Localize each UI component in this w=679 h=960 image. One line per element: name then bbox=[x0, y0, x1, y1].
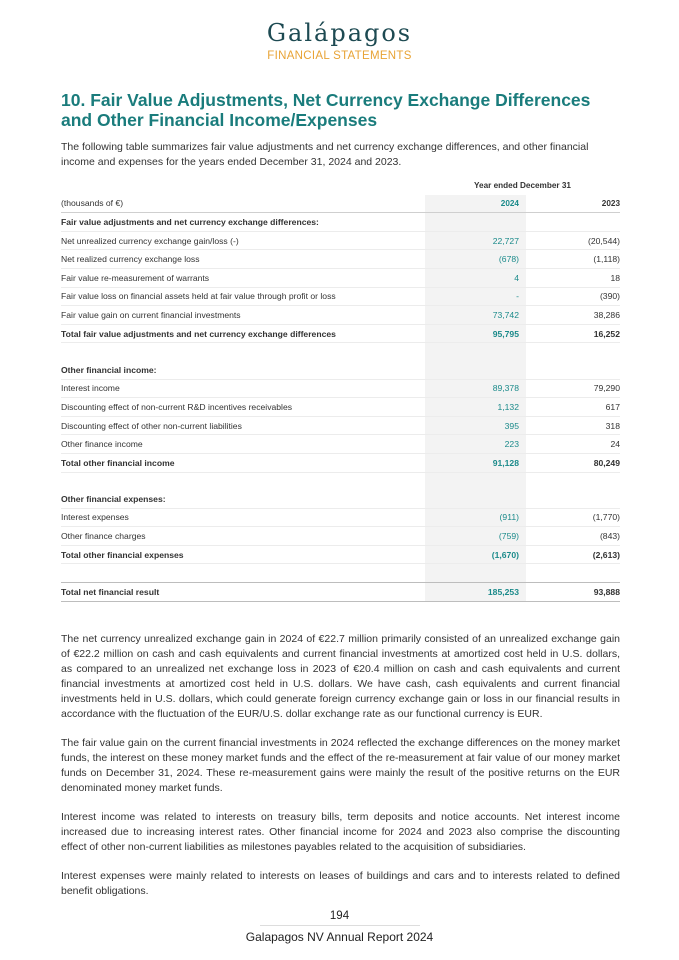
page-header bbox=[0, 18, 679, 62]
row-label: Fair value adjustments and net currency exchange differences: bbox=[61, 213, 425, 232]
body-paragraph: The fair value gain on the current financial investments in 2024 reflected the exchange differences on the money market funds, the interest on these money market funds and the effect of the re-measurement at fair value of our money market funds on December 31, 2024. These re-measurement gains were mainly the result of the positive returns on the EUR denominated money market funds. bbox=[61, 736, 620, 794]
value-2024: 4 bbox=[425, 268, 526, 287]
value-2024: 185,253 bbox=[425, 583, 526, 602]
row-label: Discounting effect of other non-current liabilities bbox=[61, 416, 425, 435]
table-row bbox=[61, 268, 620, 287]
table-row bbox=[61, 250, 620, 269]
body-paragraphs bbox=[61, 632, 620, 899]
financial-table bbox=[61, 177, 620, 602]
row-label: Other finance charges bbox=[61, 527, 425, 546]
value-2023 bbox=[526, 361, 620, 379]
value-2024: - bbox=[425, 287, 526, 306]
column-header-2024: 2024 bbox=[425, 195, 526, 213]
body-paragraph: The net currency unrealized exchange gain in 2024 of €22.7 million primarily consisted of an unrealized exchange gain of €22.2 million on cash and cash equivalents and current financial investments at amortized cost held in U.S. dollars, as compared to an unrealized net exchange loss in 2023 of €20.4 million on cash and cash equivalents and current financial investments at amortized cost held in U.S. dollars. We have cash, cash equivalents and current financial investments held in U.S. dollars, which could generate foreign currency exchange gain or loss in our financial results in accordance with the fluctuation of the EUR/U.S. dollar exchange rate as our functional currency is EUR. bbox=[61, 632, 620, 720]
table-row bbox=[61, 287, 620, 306]
table-row bbox=[61, 564, 620, 583]
value-2023: 318 bbox=[526, 416, 620, 435]
table-period-row bbox=[61, 177, 620, 195]
row-label bbox=[61, 564, 425, 583]
table-row bbox=[61, 508, 620, 527]
table-row bbox=[61, 324, 620, 343]
report-title: Galapagos NV Annual Report 2024 bbox=[245, 930, 434, 944]
unit-label: (thousands of €) bbox=[61, 195, 425, 213]
value-2024: (1,670) bbox=[425, 545, 526, 564]
row-label: Other financial expenses: bbox=[61, 490, 425, 508]
row-label: Net realized currency exchange loss bbox=[61, 250, 425, 269]
row-label: Discounting effect of non-current R&D incentives receivables bbox=[61, 398, 425, 417]
value-2023 bbox=[526, 564, 620, 583]
table-row bbox=[61, 361, 620, 379]
row-label: Other financial income: bbox=[61, 361, 425, 379]
row-label: Other finance income bbox=[61, 435, 425, 454]
row-label: Interest income bbox=[61, 379, 425, 398]
value-2023: (1,770) bbox=[526, 508, 620, 527]
value-2023 bbox=[526, 343, 620, 361]
value-2023: 24 bbox=[526, 435, 620, 454]
main-content bbox=[61, 90, 620, 913]
footer-divider bbox=[260, 925, 420, 926]
value-2023: 93,888 bbox=[526, 583, 620, 602]
column-header-2023: 2023 bbox=[526, 195, 620, 213]
galapagos-logo: Galápagos bbox=[266, 19, 413, 47]
table-row bbox=[61, 545, 620, 564]
table-row bbox=[61, 527, 620, 546]
value-2023: 79,290 bbox=[526, 379, 620, 398]
row-label bbox=[61, 472, 425, 490]
row-label: Fair value loss on financial assets held at fair value through profit or loss bbox=[61, 287, 425, 306]
table-row bbox=[61, 343, 620, 361]
value-2023: 16,252 bbox=[526, 324, 620, 343]
body-paragraph: Interest expenses were mainly related to interests on leases of buildings and cars and to interests related to defined benefit obligations. bbox=[61, 869, 620, 897]
page-footer bbox=[0, 909, 679, 944]
row-label: Fair value re-measurement of warrants bbox=[61, 268, 425, 287]
table-row bbox=[61, 379, 620, 398]
value-2024: (678) bbox=[425, 250, 526, 269]
table-row bbox=[61, 416, 620, 435]
value-2023: (20,544) bbox=[526, 231, 620, 250]
value-2024 bbox=[425, 564, 526, 583]
table-row bbox=[61, 398, 620, 417]
intro-paragraph: The following table summarizes fair value adjustments and net currency exchange differences, and other financial income and expenses for the years ended December 31, 2024 and 2023. bbox=[61, 141, 589, 168]
value-2024 bbox=[425, 361, 526, 379]
value-2024: 91,128 bbox=[425, 453, 526, 472]
row-label: Total other financial expenses bbox=[61, 545, 425, 564]
page-number: 194 bbox=[329, 910, 350, 922]
value-2024: 89,378 bbox=[425, 379, 526, 398]
row-label: Total fair value adjustments and net currency exchange differences bbox=[61, 324, 425, 343]
value-2023: 18 bbox=[526, 268, 620, 287]
value-2023: (843) bbox=[526, 527, 620, 546]
value-2023 bbox=[526, 490, 620, 508]
value-2024: 95,795 bbox=[425, 324, 526, 343]
table-header-row bbox=[61, 195, 620, 213]
value-2023: 38,286 bbox=[526, 306, 620, 325]
row-label: Net unrealized currency exchange gain/loss (-) bbox=[61, 231, 425, 250]
table-row bbox=[61, 490, 620, 508]
section-subtitle: FINANCIAL STATEMENTS bbox=[267, 50, 412, 62]
value-2024: 1,132 bbox=[425, 398, 526, 417]
value-2024: 223 bbox=[425, 435, 526, 454]
value-2024 bbox=[425, 213, 526, 232]
row-label: Total net financial result bbox=[61, 583, 425, 602]
table-row bbox=[61, 213, 620, 232]
value-2023 bbox=[526, 472, 620, 490]
table-row bbox=[61, 472, 620, 490]
row-label: Total other financial income bbox=[61, 453, 425, 472]
table-row bbox=[61, 231, 620, 250]
table-row bbox=[61, 435, 620, 454]
value-2024: (911) bbox=[425, 508, 526, 527]
value-2024: (759) bbox=[425, 527, 526, 546]
value-2023: (1,118) bbox=[526, 250, 620, 269]
row-label bbox=[61, 343, 425, 361]
body-paragraph: Interest income was related to interests on treasury bills, term deposits and notice accounts. Net interest income increased due to increasing interest rates. Other financial income for 2024 and 2023 also comprise the discounting effect of other non-current liabilities as milestones payables related to the acquisition of subsidiaries. bbox=[61, 810, 620, 853]
page-title: 10. Fair Value Adjustments, Net Currency Exchange Differences and Other Financial Income/Expenses bbox=[61, 90, 591, 130]
table-row bbox=[61, 453, 620, 472]
table-row bbox=[61, 583, 620, 602]
value-2024 bbox=[425, 343, 526, 361]
value-2024: 73,742 bbox=[425, 306, 526, 325]
period-label: Year ended December 31 bbox=[474, 181, 571, 191]
value-2023: (2,613) bbox=[526, 545, 620, 564]
row-label: Interest expenses bbox=[61, 508, 425, 527]
value-2024 bbox=[425, 472, 526, 490]
value-2023: 617 bbox=[526, 398, 620, 417]
value-2023: (390) bbox=[526, 287, 620, 306]
row-label: Fair value gain on current financial investments bbox=[61, 306, 425, 325]
value-2024: 395 bbox=[425, 416, 526, 435]
value-2023 bbox=[526, 213, 620, 232]
value-2024: 22,727 bbox=[425, 231, 526, 250]
value-2024 bbox=[425, 490, 526, 508]
table-row bbox=[61, 306, 620, 325]
value-2023: 80,249 bbox=[526, 453, 620, 472]
